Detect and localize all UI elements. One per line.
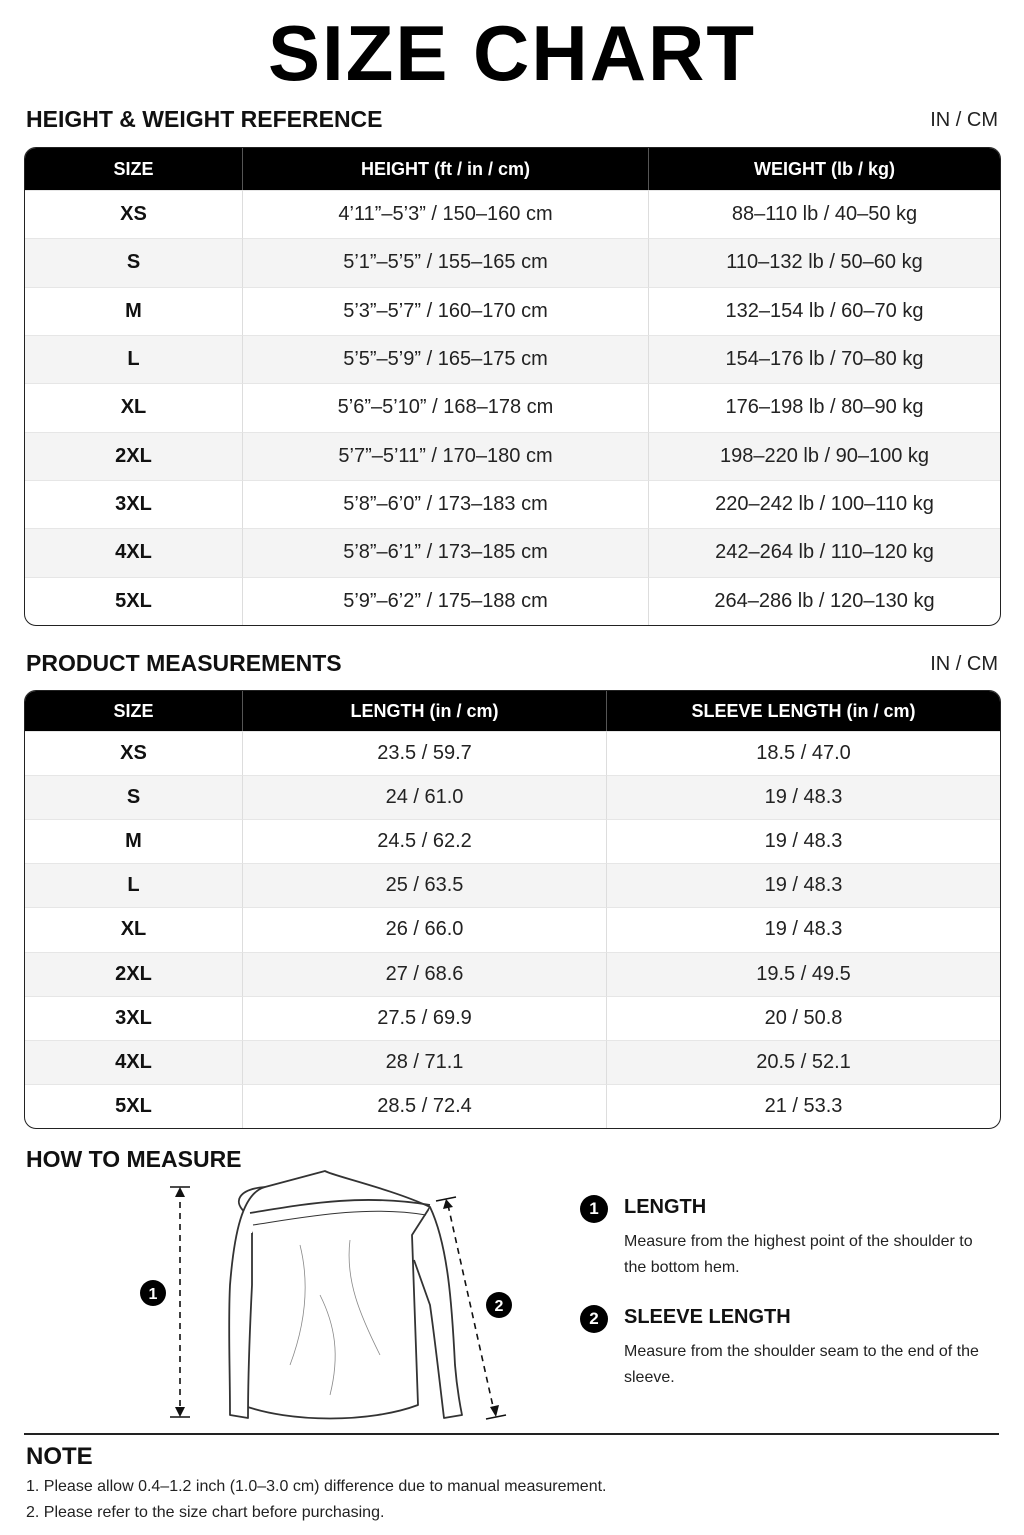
size-cell: M (25, 287, 243, 335)
table-row (25, 577, 1000, 625)
value-cell: 5’7”–5’11” / 170–180 cm (243, 432, 649, 480)
step-1-number-icon: 1 (580, 1195, 608, 1223)
size-cell: M (25, 819, 243, 863)
size-cell: 2XL (25, 952, 243, 996)
size-cell: 5XL (25, 577, 243, 625)
value-cell: 19 / 48.3 (607, 907, 1000, 951)
column-header-length: LENGTH (in / cm) (243, 691, 607, 731)
table-row (25, 1084, 1000, 1128)
value-cell: 27 / 68.6 (243, 952, 607, 996)
size-cell: 4XL (25, 1040, 243, 1084)
value-cell: 88–110 lb / 40–50 kg (649, 190, 1000, 238)
table-row (25, 238, 1000, 286)
step-1-description: Measure from the highest point of the shoulder to the bottom hem. (624, 1233, 973, 1276)
garment-diagram (130, 1165, 530, 1430)
size-cell: XL (25, 907, 243, 951)
value-cell: 5’1”–5’5” / 155–165 cm (243, 238, 649, 286)
step-1-title: LENGTH (624, 1196, 707, 1218)
note-divider (24, 1433, 999, 1435)
height-weight-heading: HEIGHT & WEIGHT REFERENCE (26, 106, 383, 132)
value-cell: 23.5 / 59.7 (243, 731, 607, 775)
table-row (25, 432, 1000, 480)
height-weight-table (24, 147, 1001, 626)
height-weight-table-body (25, 190, 1000, 625)
table-row (25, 190, 1000, 238)
marker-2-label: 2 (494, 1298, 504, 1315)
table-row (25, 383, 1000, 431)
product-measurements-heading: PRODUCT MEASUREMENTS (26, 650, 342, 676)
value-cell: 20 / 50.8 (607, 996, 1000, 1040)
column-header-size: SIZE (25, 691, 243, 731)
value-cell: 19 / 48.3 (607, 819, 1000, 863)
table-row (25, 731, 1000, 775)
column-header-height: HEIGHT (ft / in / cm) (243, 148, 649, 190)
value-cell: 20.5 / 52.1 (607, 1040, 1000, 1084)
value-cell: 21 / 53.3 (607, 1084, 1000, 1128)
value-cell: 264–286 lb / 120–130 kg (649, 577, 1000, 625)
value-cell: 19 / 48.3 (607, 863, 1000, 907)
note-heading: NOTE (26, 1443, 93, 1470)
value-cell: 28 / 71.1 (243, 1040, 607, 1084)
table-header-row (25, 148, 1000, 190)
size-cell: XS (25, 731, 243, 775)
column-header-weight: WEIGHT (lb / kg) (649, 148, 1000, 190)
size-cell: 4XL (25, 528, 243, 576)
table-row (25, 528, 1000, 576)
value-cell: 5’9”–6’2” / 175–188 cm (243, 577, 649, 625)
page-title: SIZE CHART (268, 9, 756, 97)
value-cell: 5’3”–5’7” / 160–170 cm (243, 287, 649, 335)
table-row (25, 335, 1000, 383)
value-cell: 220–242 lb / 100–110 kg (649, 480, 1000, 528)
value-cell: 242–264 lb / 110–120 kg (649, 528, 1000, 576)
table-header-row (25, 691, 1000, 731)
size-cell: 5XL (25, 1084, 243, 1128)
step-2-description: Measure from the shoulder seam to the end of the sleeve. (624, 1343, 979, 1386)
table-row (25, 775, 1000, 819)
value-cell: 28.5 / 72.4 (243, 1084, 607, 1128)
value-cell: 154–176 lb / 70–80 kg (649, 335, 1000, 383)
column-header-size: SIZE (25, 148, 243, 190)
table-row (25, 996, 1000, 1040)
column-header-sleeve-length: SLEEVE LENGTH (in / cm) (607, 691, 1000, 731)
length-dimension-line (170, 1187, 190, 1417)
table-row (25, 863, 1000, 907)
value-cell: 5’8”–6’1” / 173–185 cm (243, 528, 649, 576)
size-cell: XL (25, 383, 243, 431)
size-cell: L (25, 335, 243, 383)
shirt-outline-icon (229, 1171, 462, 1419)
note-item-2: 2. Please refer to the size chart before purchasing. (26, 1504, 385, 1521)
value-cell: 19.5 / 49.5 (607, 952, 1000, 996)
size-cell: L (25, 863, 243, 907)
table-row (25, 907, 1000, 951)
value-cell: 132–154 lb / 60–70 kg (649, 287, 1000, 335)
value-cell: 25 / 63.5 (243, 863, 607, 907)
step-2-title: SLEEVE LENGTH (624, 1306, 791, 1328)
value-cell: 5’5”–5’9” / 165–175 cm (243, 335, 649, 383)
table-row (25, 287, 1000, 335)
value-cell: 27.5 / 69.9 (243, 996, 607, 1040)
size-cell: XS (25, 190, 243, 238)
size-cell: 3XL (25, 480, 243, 528)
size-cell: S (25, 238, 243, 286)
value-cell: 19 / 48.3 (607, 775, 1000, 819)
value-cell: 24 / 61.0 (243, 775, 607, 819)
step-2-number-icon: 2 (580, 1305, 608, 1333)
marker-2-icon (486, 1292, 512, 1318)
marker-1-label: 1 (148, 1286, 158, 1303)
table-row (25, 1040, 1000, 1084)
size-cell: 3XL (25, 996, 243, 1040)
product-measurements-unit-label: IN / CM (930, 653, 998, 675)
marker-1-icon (140, 1280, 166, 1306)
note-list (26, 1474, 606, 1526)
height-weight-unit-label: IN / CM (930, 109, 998, 131)
value-cell: 5’6”–5’10” / 168–178 cm (243, 383, 649, 431)
value-cell: 198–220 lb / 90–100 kg (649, 432, 1000, 480)
value-cell: 5’8”–6’0” / 173–183 cm (243, 480, 649, 528)
product-measurements-table (24, 690, 1001, 1129)
size-cell: S (25, 775, 243, 819)
value-cell: 18.5 / 47.0 (607, 731, 1000, 775)
product-measurements-table-body (25, 731, 1000, 1128)
size-cell: 2XL (25, 432, 243, 480)
how-to-measure-heading: HOW TO MEASURE (26, 1146, 242, 1172)
table-row (25, 480, 1000, 528)
value-cell: 176–198 lb / 80–90 kg (649, 383, 1000, 431)
table-row (25, 952, 1000, 996)
value-cell: 26 / 66.0 (243, 907, 607, 951)
value-cell: 4’11”–5’3” / 150–160 cm (243, 190, 649, 238)
value-cell: 24.5 / 62.2 (243, 819, 607, 863)
table-row (25, 819, 1000, 863)
value-cell: 110–132 lb / 50–60 kg (649, 238, 1000, 286)
note-item-1: 1. Please allow 0.4–1.2 inch (1.0–3.0 cm) difference due to manual measurement. (26, 1478, 607, 1495)
